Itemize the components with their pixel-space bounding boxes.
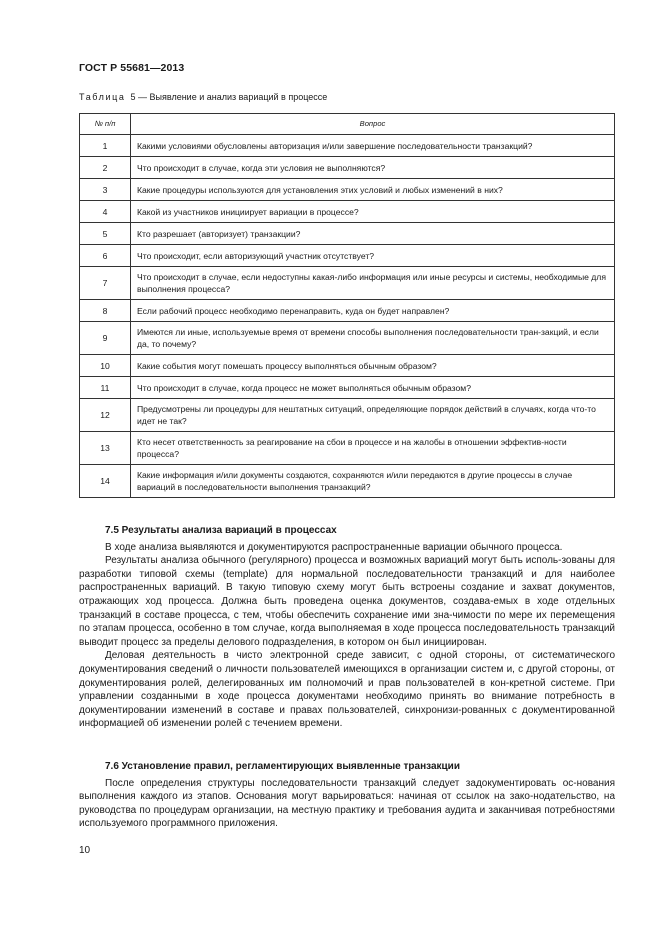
table-caption-number: 5 xyxy=(130,92,136,102)
row-question: Что происходит в случае, когда процесс не может выполняться обычным образом? xyxy=(131,377,615,399)
variations-table xyxy=(79,113,615,498)
table-row xyxy=(80,157,615,179)
table-caption-title: — Выявление и анализ вариаций в процессе xyxy=(135,92,328,102)
row-number: 10 xyxy=(80,355,131,377)
row-question: Кто несет ответственность за реагирование на сбои в процессе и на жалобы в отношении эффектив-ности процесса? xyxy=(131,432,615,465)
row-number: 11 xyxy=(80,377,131,399)
table-row xyxy=(80,201,615,223)
table-row xyxy=(80,322,615,355)
section-7-5 xyxy=(79,524,615,731)
paragraph: Деловая деятельность в чисто электронной среде зависит, с одной стороны, от систематического документирования сведений о личности пользователей имеющихся в организации систем и, с другой стороны, от документирования ролей, делегированных им полномочий и прав пользователей в кон-кретной системе. При управлении созданными в ходе процесса документами необходимо принять во внимание потребность в документировании изменений в составе и правах пользователей, синхронизи-рованных с документированной информацией об изменении ролей с течением времени. xyxy=(79,650,615,730)
row-number: 8 xyxy=(80,300,131,322)
table-row xyxy=(80,300,615,322)
row-question: Какой из участников инициирует вариации в процессе? xyxy=(131,201,615,223)
row-number: 5 xyxy=(80,223,131,245)
table-caption xyxy=(79,92,327,102)
row-question: Какие события могут помешать процессу выполняться обычным образом? xyxy=(131,355,615,377)
table-row xyxy=(80,465,615,498)
document-header: ГОСТ Р 55681—2013 xyxy=(79,62,185,74)
table-row xyxy=(80,377,615,399)
table-caption-label: Таблица xyxy=(79,92,126,102)
section-heading: 7.6 Установление правил, регламентирующих выявленные транзакции xyxy=(105,761,460,772)
table-header-row xyxy=(80,114,615,135)
row-number: 4 xyxy=(80,201,131,223)
table-row xyxy=(80,179,615,201)
section-7-6 xyxy=(79,760,615,831)
row-question: Если рабочий процесс необходимо перенаправить, куда он будет направлен? xyxy=(131,300,615,322)
row-number: 13 xyxy=(80,432,131,465)
row-question: Что происходит в случае, если недоступны какая-либо информация или иные ресурсы и системы, необходимые для выполнения процесса? xyxy=(131,267,615,300)
row-question: Кто разрешает (авторизует) транзакции? xyxy=(131,223,615,245)
row-number: 1 xyxy=(80,135,131,157)
column-header-question: Вопрос xyxy=(131,114,615,135)
table-row xyxy=(80,245,615,267)
page-number: 10 xyxy=(79,845,91,856)
row-question: Какие процедуры используются для установления этих условий и любых изменений в них? xyxy=(131,179,615,201)
table-row xyxy=(80,267,615,300)
row-number: 14 xyxy=(80,465,131,498)
row-question: Имеются ли иные, используемые время от времени способы выполнения последовательности тран-закций, и если да, то почему? xyxy=(131,322,615,355)
row-number: 2 xyxy=(80,157,131,179)
table-row xyxy=(80,223,615,245)
table-row xyxy=(80,135,615,157)
row-question: Что происходит в случае, когда эти условия не выполняются? xyxy=(131,157,615,179)
row-number: 6 xyxy=(80,245,131,267)
row-number: 9 xyxy=(80,322,131,355)
row-question: Какие информация и/или документы создаются, сохраняются и/или передаются в другие процессы в случае вариаций в последовательности выполнения транзакций? xyxy=(131,465,615,498)
paragraph: После определения структуры последовательности транзакций следует задокументировать ос-нования выполнения каждого из этапов. Основания могут варьироваться: начиная от ссылок на зако-нодательство, на руководства по процедурам организации, на местную практику и требования аудита и заканчивая потребностями используемого программного приложения. xyxy=(79,777,615,830)
section-heading: 7.5 Результаты анализа вариаций в процессах xyxy=(105,525,337,536)
table-row xyxy=(80,432,615,465)
table-row xyxy=(80,399,615,432)
row-number: 3 xyxy=(80,179,131,201)
row-question: Какими условиями обусловлены авторизация и/или завершение последовательности транзакций? xyxy=(131,135,615,157)
row-question: Что происходит, если авторизующий участник отсутствует? xyxy=(131,245,615,267)
row-question: Предусмотрены ли процедуры для нештатных ситуаций, определяющие порядок действий в случаях, когда что-то идет не так? xyxy=(131,399,615,432)
paragraph: В ходе анализа выявляются и документируются распространенные вариации обычного процесса. xyxy=(105,541,563,553)
paragraph: Результаты анализа обычного (регулярного) процесса и возможных вариаций могут быть исполь-зованы для разработки типовой схемы (template) для нормальной последовательности транзакций и для наиболее распространенных вариаций. В такую типовую схему могут быть встроены создание и захват документов, отражающих ход процесса. Должна быть проведена оценка документов, создава-емых в ходе отдельных транзакций в составе процесса, с тем, чтобы обеспечить сохранение ими зна-чимости по мере их перемещения по этапам процесса, особенно в том случае, когда выполняемая в ходе процесса последовательность транзакций выводит процесс за пределы делового подразделения, в котором он был инициирован. xyxy=(79,555,615,648)
row-number: 12 xyxy=(80,399,131,432)
table-row xyxy=(80,355,615,377)
row-number: 7 xyxy=(80,267,131,300)
column-header-number: № п/п xyxy=(80,114,131,135)
